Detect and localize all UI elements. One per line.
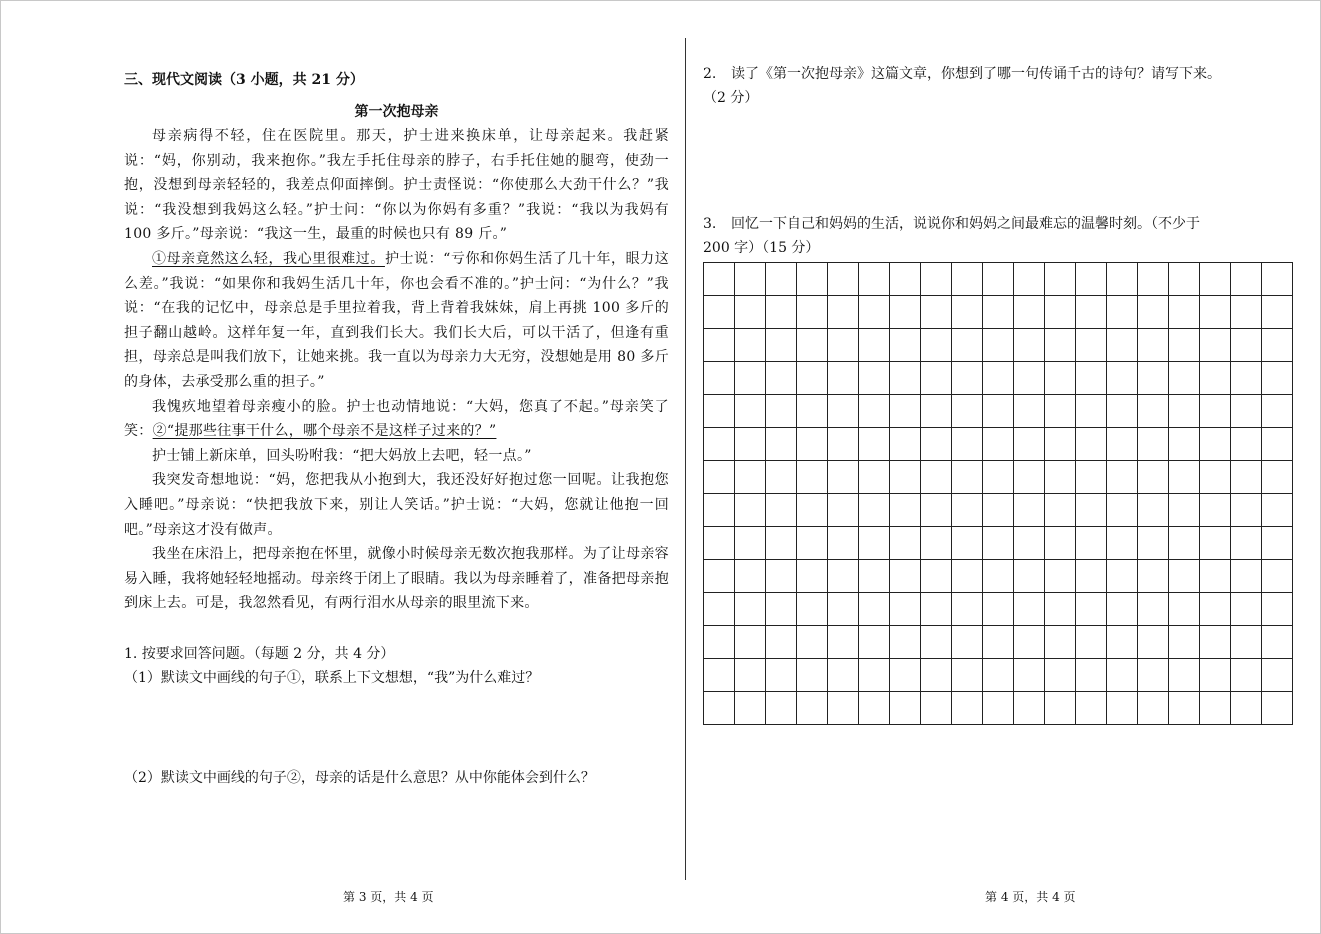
- grid-cell[interactable]: [797, 626, 828, 659]
- grid-cell[interactable]: [1138, 692, 1169, 725]
- grid-cell[interactable]: [1262, 560, 1293, 593]
- grid-cell[interactable]: [1138, 659, 1169, 692]
- grid-cell[interactable]: [766, 362, 797, 395]
- grid-cell[interactable]: [766, 461, 797, 494]
- grid-cell[interactable]: [921, 395, 952, 428]
- grid-cell[interactable]: [766, 527, 797, 560]
- grid-cell[interactable]: [1045, 395, 1076, 428]
- grid-cell[interactable]: [828, 659, 859, 692]
- grid-cell[interactable]: [797, 494, 828, 527]
- grid-cell[interactable]: [797, 263, 828, 296]
- grid-cell[interactable]: [1231, 362, 1262, 395]
- grid-cell[interactable]: [952, 329, 983, 362]
- grid-cell[interactable]: [952, 659, 983, 692]
- grid-cell[interactable]: [921, 461, 952, 494]
- grid-cell[interactable]: [1138, 395, 1169, 428]
- grid-cell[interactable]: [921, 494, 952, 527]
- right-page: [703, 62, 1295, 260]
- grid-cell[interactable]: [1231, 494, 1262, 527]
- grid-cell[interactable]: [921, 296, 952, 329]
- grid-cell[interactable]: [1169, 428, 1200, 461]
- grid-cell[interactable]: [890, 362, 921, 395]
- grid-cell[interactable]: [828, 461, 859, 494]
- grid-cell[interactable]: [797, 527, 828, 560]
- grid-cell[interactable]: [859, 494, 890, 527]
- grid-cell[interactable]: [859, 593, 890, 626]
- grid-cell[interactable]: [1107, 527, 1138, 560]
- grid-cell[interactable]: [828, 560, 859, 593]
- grid-cell[interactable]: [1076, 362, 1107, 395]
- underlined-sentence-1: ①母亲竟然这么轻，我心里很难过。: [152, 250, 385, 267]
- grid-cell[interactable]: [983, 659, 1014, 692]
- grid-cell[interactable]: [828, 362, 859, 395]
- grid-cell[interactable]: [766, 428, 797, 461]
- grid-cell[interactable]: [1231, 461, 1262, 494]
- grid-cell[interactable]: [952, 263, 983, 296]
- grid-cell[interactable]: [1169, 329, 1200, 362]
- grid-cell[interactable]: [890, 428, 921, 461]
- grid-cell[interactable]: [921, 428, 952, 461]
- grid-cell[interactable]: [704, 329, 735, 362]
- grid-cell[interactable]: [1107, 626, 1138, 659]
- question-3: [703, 212, 1295, 236]
- grid-cell[interactable]: [1014, 395, 1045, 428]
- paragraph-3-start: 我愧疚地望着母亲瘦小的脸。护士也动情地说：“大妈，您真了不起。”母亲笑了笑：: [124, 398, 669, 440]
- grid-cell[interactable]: [1169, 560, 1200, 593]
- grid-cell[interactable]: [1107, 560, 1138, 593]
- grid-cell[interactable]: [1014, 692, 1045, 725]
- grid-cell[interactable]: [1076, 428, 1107, 461]
- grid-cell[interactable]: [983, 692, 1014, 725]
- grid-cell[interactable]: [735, 692, 766, 725]
- grid-cell[interactable]: [766, 626, 797, 659]
- grid-cell[interactable]: [1262, 362, 1293, 395]
- grid-cell[interactable]: [1200, 461, 1231, 494]
- grid-cell[interactable]: [1045, 362, 1076, 395]
- grid-cell[interactable]: [704, 428, 735, 461]
- grid-cell[interactable]: [921, 362, 952, 395]
- grid-cell[interactable]: [983, 560, 1014, 593]
- grid-cell[interactable]: [983, 263, 1014, 296]
- grid-cell[interactable]: [1231, 626, 1262, 659]
- grid-cell[interactable]: [1107, 659, 1138, 692]
- grid-cell[interactable]: [1138, 593, 1169, 626]
- grid-cell[interactable]: [1262, 395, 1293, 428]
- grid-cell[interactable]: [1138, 263, 1169, 296]
- grid-cell[interactable]: [1045, 527, 1076, 560]
- grid-cell[interactable]: [1138, 560, 1169, 593]
- grid-cell[interactable]: [1169, 395, 1200, 428]
- grid-cell[interactable]: [921, 329, 952, 362]
- grid-cell[interactable]: [1262, 329, 1293, 362]
- grid-cell[interactable]: [1076, 395, 1107, 428]
- grid-cell[interactable]: [983, 527, 1014, 560]
- paragraph-3: [124, 395, 669, 444]
- grid-cell[interactable]: [1076, 692, 1107, 725]
- grid-cell[interactable]: [1200, 263, 1231, 296]
- grid-cell[interactable]: [828, 593, 859, 626]
- grid-cell[interactable]: [797, 395, 828, 428]
- grid-cell[interactable]: [1138, 428, 1169, 461]
- question-1-heading: 1. 按要求回答问题。（每题 2 分，共 4 分）: [124, 645, 395, 662]
- grid-cell[interactable]: [1076, 296, 1107, 329]
- grid-cell[interactable]: [1262, 527, 1293, 560]
- grid-cell[interactable]: [921, 692, 952, 725]
- grid-cell[interactable]: [1231, 395, 1262, 428]
- grid-cell[interactable]: [704, 692, 735, 725]
- grid-cell[interactable]: [1107, 494, 1138, 527]
- grid-cell[interactable]: [1262, 659, 1293, 692]
- grid-cell[interactable]: [797, 560, 828, 593]
- grid-cell[interactable]: [1262, 296, 1293, 329]
- grid-cell[interactable]: [983, 428, 1014, 461]
- grid-cell[interactable]: [1231, 560, 1262, 593]
- grid-cell[interactable]: [1014, 362, 1045, 395]
- grid-cell[interactable]: [704, 395, 735, 428]
- grid-cell[interactable]: [1107, 296, 1138, 329]
- grid-cell[interactable]: [1200, 593, 1231, 626]
- grid-cell[interactable]: [952, 362, 983, 395]
- grid-cell[interactable]: [859, 428, 890, 461]
- grid-cell[interactable]: [1231, 263, 1262, 296]
- grid-cell[interactable]: [1045, 494, 1076, 527]
- grid-cell[interactable]: [1231, 296, 1262, 329]
- grid-cell[interactable]: [797, 461, 828, 494]
- grid-cell[interactable]: [1231, 692, 1262, 725]
- grid-cell[interactable]: [921, 560, 952, 593]
- grid-cell[interactable]: [1138, 527, 1169, 560]
- question-2: [703, 62, 1295, 86]
- grid-cell[interactable]: [1200, 296, 1231, 329]
- grid-cell[interactable]: [1200, 428, 1231, 461]
- grid-cell[interactable]: [952, 527, 983, 560]
- grid-cell[interactable]: [859, 626, 890, 659]
- grid-cell[interactable]: [1231, 428, 1262, 461]
- grid-cell[interactable]: [1169, 626, 1200, 659]
- grid-cell[interactable]: [1200, 362, 1231, 395]
- grid-cell[interactable]: [1169, 461, 1200, 494]
- grid-cell[interactable]: [828, 263, 859, 296]
- grid-cell[interactable]: [704, 560, 735, 593]
- grid-cell[interactable]: [952, 593, 983, 626]
- grid-cell[interactable]: [983, 362, 1014, 395]
- grid-cell[interactable]: [1045, 692, 1076, 725]
- grid-cell[interactable]: [797, 593, 828, 626]
- footer-page-3: 第 3 页，共 4 页: [343, 890, 434, 904]
- grid-cell[interactable]: [735, 329, 766, 362]
- grid-cell[interactable]: [1045, 626, 1076, 659]
- grid-cell[interactable]: [1169, 263, 1200, 296]
- grid-cell[interactable]: [859, 461, 890, 494]
- grid-cell[interactable]: [828, 395, 859, 428]
- writing-grid[interactable]: [703, 262, 1293, 725]
- grid-cell[interactable]: [1262, 494, 1293, 527]
- page-divider: [685, 38, 686, 880]
- grid-cell[interactable]: [828, 626, 859, 659]
- grid-cell[interactable]: [797, 659, 828, 692]
- underlined-sentence-2: ②“提那些往事干什么，哪个母亲不是这样子过来的？”: [152, 423, 497, 440]
- grid-cell[interactable]: [1076, 494, 1107, 527]
- grid-cell[interactable]: [797, 692, 828, 725]
- question-1: [124, 642, 669, 790]
- grid-cell[interactable]: [1138, 362, 1169, 395]
- grid-cell[interactable]: [983, 461, 1014, 494]
- grid-cell[interactable]: [704, 461, 735, 494]
- grid-cell[interactable]: [1045, 659, 1076, 692]
- grid-cell[interactable]: [1138, 626, 1169, 659]
- grid-cell[interactable]: [890, 263, 921, 296]
- grid-cell[interactable]: [735, 527, 766, 560]
- grid-cell[interactable]: [766, 494, 797, 527]
- grid-cell[interactable]: [1200, 560, 1231, 593]
- grid-cell[interactable]: [921, 527, 952, 560]
- grid-cell[interactable]: [890, 395, 921, 428]
- grid-cell[interactable]: [797, 329, 828, 362]
- grid-cell[interactable]: [1169, 362, 1200, 395]
- grid-cell[interactable]: [828, 296, 859, 329]
- grid-cell[interactable]: [859, 395, 890, 428]
- grid-cell[interactable]: [1076, 659, 1107, 692]
- grid-cell[interactable]: [1200, 329, 1231, 362]
- grid-cell[interactable]: [1045, 428, 1076, 461]
- grid-cell[interactable]: [1076, 560, 1107, 593]
- grid-cell[interactable]: [1045, 329, 1076, 362]
- grid-cell[interactable]: [735, 560, 766, 593]
- grid-cell[interactable]: [1231, 659, 1262, 692]
- grid-cell[interactable]: [704, 626, 735, 659]
- grid-cell[interactable]: [797, 362, 828, 395]
- grid-cell[interactable]: [766, 560, 797, 593]
- grid-cell[interactable]: [1014, 296, 1045, 329]
- grid-cell[interactable]: [1138, 329, 1169, 362]
- grid-cell[interactable]: [983, 494, 1014, 527]
- grid-cell[interactable]: [1014, 329, 1045, 362]
- grid-cell[interactable]: [1169, 593, 1200, 626]
- grid-cell[interactable]: [983, 296, 1014, 329]
- grid-cell[interactable]: [890, 329, 921, 362]
- footer-page-4: 第 4 页，共 4 页: [985, 890, 1076, 904]
- grid-cell[interactable]: [890, 692, 921, 725]
- grid-cell[interactable]: [1200, 626, 1231, 659]
- grid-cell[interactable]: [859, 659, 890, 692]
- grid-cell[interactable]: [859, 527, 890, 560]
- grid-cell[interactable]: [1169, 527, 1200, 560]
- grid-cell[interactable]: [921, 263, 952, 296]
- question-1-part-2: （2）默读文中画线的句子②，母亲的话是什么意思？从中你能体会到什么？: [124, 769, 595, 786]
- grid-cell[interactable]: [1107, 395, 1138, 428]
- grid-cell[interactable]: [952, 395, 983, 428]
- grid-cell[interactable]: [1200, 527, 1231, 560]
- essay-title: 第一次抱母亲: [354, 104, 439, 120]
- grid-cell[interactable]: [1045, 296, 1076, 329]
- grid-cell[interactable]: [1014, 428, 1045, 461]
- grid-cell[interactable]: [735, 593, 766, 626]
- grid-cell[interactable]: [952, 296, 983, 329]
- grid-cell[interactable]: [1076, 527, 1107, 560]
- grid-cell[interactable]: [1231, 593, 1262, 626]
- grid-cell[interactable]: [1138, 296, 1169, 329]
- grid-cell[interactable]: [859, 296, 890, 329]
- grid-cell[interactable]: [890, 659, 921, 692]
- grid-cell[interactable]: [1014, 560, 1045, 593]
- grid-cell[interactable]: [1200, 395, 1231, 428]
- grid-cell[interactable]: [1107, 329, 1138, 362]
- question-2-number: 2.: [703, 66, 717, 82]
- grid-cell[interactable]: [766, 329, 797, 362]
- grid-cell[interactable]: [1014, 659, 1045, 692]
- grid-cell[interactable]: [1169, 659, 1200, 692]
- grid-cell[interactable]: [890, 626, 921, 659]
- grid-cell[interactable]: [1014, 626, 1045, 659]
- grid-cell[interactable]: [890, 296, 921, 329]
- grid-cell[interactable]: [859, 329, 890, 362]
- grid-cell[interactable]: [859, 362, 890, 395]
- grid-cell[interactable]: [859, 263, 890, 296]
- question-2-score: （2 分）: [703, 90, 759, 106]
- grid-cell[interactable]: [766, 692, 797, 725]
- grid-cell[interactable]: [828, 527, 859, 560]
- grid-cell[interactable]: [1200, 494, 1231, 527]
- grid-cell[interactable]: [1107, 362, 1138, 395]
- paragraph-5: 我突发奇想地说：“妈，您把我从小抱到大，我还没好好抱过您一回呢。让我抱您入睡吧。”母亲说：“快把我放下来，别让人笑话。”护士说：“大妈，您就让他抱一回吧。”母亲这才没有做声。: [124, 472, 669, 538]
- grid-cell[interactable]: [766, 395, 797, 428]
- grid-cell[interactable]: [859, 692, 890, 725]
- grid-cell[interactable]: [735, 428, 766, 461]
- grid-cell[interactable]: [704, 296, 735, 329]
- grid-cell[interactable]: [1262, 626, 1293, 659]
- grid-cell[interactable]: [704, 494, 735, 527]
- grid-cell[interactable]: [828, 692, 859, 725]
- grid-cell[interactable]: [983, 593, 1014, 626]
- grid-cell[interactable]: [983, 395, 1014, 428]
- grid-cell[interactable]: [1076, 263, 1107, 296]
- left-page: [124, 70, 669, 790]
- grid-cell[interactable]: [890, 461, 921, 494]
- grid-cell[interactable]: [1076, 626, 1107, 659]
- paragraph-2-rest: 护士说：“亏你和你妈生活了几十年，眼力这么差。”我说：“如果你和我妈生活几十年，你也会看不准的。”护士问：“为什么？”我说：“在我的记忆中，母亲总是手里拉着我，背上背着我妹妹，肩上再挑 100 多斤的担子翻山越岭。这样年复一年，直到我们长大。我们长大后，可以干活了，但逢有重担，母亲总是叫我们放下，让她来挑。我一直以为母亲力大无穷，没想她是用 80 多斤的身体，去承受那么重的担子。”: [124, 250, 669, 390]
- grid-cell[interactable]: [766, 593, 797, 626]
- grid-cell[interactable]: [1262, 428, 1293, 461]
- grid-cell[interactable]: [1169, 692, 1200, 725]
- grid-cell[interactable]: [1014, 263, 1045, 296]
- grid-cell[interactable]: [1107, 461, 1138, 494]
- grid-cell[interactable]: [983, 329, 1014, 362]
- grid-cell[interactable]: [1076, 593, 1107, 626]
- answer-space-1[interactable]: [124, 690, 669, 766]
- grid-cell[interactable]: [828, 329, 859, 362]
- paragraph-6: 我坐在床沿上，把母亲抱在怀里，就像小时候母亲无数次抱我那样。为了让母亲容易入睡，我将她轻轻地摇动。母亲终于闭上了眼睛。我以为母亲睡着了，准备把母亲抱到床上去。可是，我忽然看见，有两行泪水从母亲的眼里流下来。: [124, 546, 669, 612]
- grid-cell[interactable]: [1014, 527, 1045, 560]
- grid-cell[interactable]: [1045, 593, 1076, 626]
- paragraph-4: 护士铺上新床单，回头吩咐我：“把大妈放上去吧，轻一点。”: [152, 447, 532, 464]
- grid-cell[interactable]: [952, 494, 983, 527]
- grid-cell[interactable]: [766, 659, 797, 692]
- question-3-text: 回忆一下自己和妈妈的生活，说说你和妈妈之间最难忘的温馨时刻。（不少于: [731, 216, 1200, 232]
- grid-cell[interactable]: [1138, 461, 1169, 494]
- grid-cell[interactable]: [1262, 263, 1293, 296]
- grid-cell[interactable]: [828, 428, 859, 461]
- answer-space-2[interactable]: [703, 110, 1295, 212]
- grid-cell[interactable]: [1107, 428, 1138, 461]
- grid-cell[interactable]: [952, 692, 983, 725]
- grid-cell[interactable]: [704, 593, 735, 626]
- question-3-continued: 200 字）（15 分）: [703, 240, 820, 256]
- grid-cell[interactable]: [1014, 593, 1045, 626]
- grid-cell[interactable]: [890, 527, 921, 560]
- grid-cell[interactable]: [735, 494, 766, 527]
- grid-cell[interactable]: [735, 659, 766, 692]
- grid-cell[interactable]: [1014, 461, 1045, 494]
- grid-cell[interactable]: [735, 395, 766, 428]
- grid-cell[interactable]: [890, 494, 921, 527]
- grid-cell[interactable]: [1107, 692, 1138, 725]
- grid-cell[interactable]: [735, 263, 766, 296]
- grid-cell[interactable]: [766, 263, 797, 296]
- grid-cell[interactable]: [952, 461, 983, 494]
- grid-cell[interactable]: [1200, 692, 1231, 725]
- grid-cell[interactable]: [983, 626, 1014, 659]
- grid-cell[interactable]: [1262, 461, 1293, 494]
- grid-cell[interactable]: [704, 362, 735, 395]
- grid-cell[interactable]: [859, 560, 890, 593]
- question-2-text: 读了《第一次抱母亲》这篇文章，你想到了哪一句传诵千古的诗句？请写下来。: [731, 66, 1221, 82]
- grid-cell[interactable]: [1169, 296, 1200, 329]
- grid-cell[interactable]: [704, 263, 735, 296]
- grid-cell[interactable]: [1045, 263, 1076, 296]
- grid-cell[interactable]: [735, 296, 766, 329]
- grid-cell[interactable]: [1138, 494, 1169, 527]
- grid-cell[interactable]: [797, 428, 828, 461]
- grid-cell[interactable]: [704, 527, 735, 560]
- grid-cell[interactable]: [1231, 527, 1262, 560]
- grid-cell[interactable]: [1169, 494, 1200, 527]
- grid-cell[interactable]: [1076, 461, 1107, 494]
- grid-cell[interactable]: [890, 593, 921, 626]
- grid-cell[interactable]: [828, 494, 859, 527]
- grid-cell[interactable]: [952, 428, 983, 461]
- grid-cell[interactable]: [952, 560, 983, 593]
- grid-cell[interactable]: [1107, 593, 1138, 626]
- grid-cell[interactable]: [704, 659, 735, 692]
- grid-cell[interactable]: [1014, 494, 1045, 527]
- grid-cell[interactable]: [735, 362, 766, 395]
- grid-cell[interactable]: [952, 626, 983, 659]
- grid-cell[interactable]: [890, 560, 921, 593]
- grid-cell[interactable]: [1200, 659, 1231, 692]
- grid-cell[interactable]: [1045, 560, 1076, 593]
- paragraph-2: [124, 247, 669, 395]
- grid-cell[interactable]: [1076, 329, 1107, 362]
- grid-cell[interactable]: [1262, 692, 1293, 725]
- section-heading: 三、现代文阅读（3 小题，共 21 分）: [124, 72, 364, 88]
- grid-cell[interactable]: [921, 626, 952, 659]
- grid-cell[interactable]: [1107, 263, 1138, 296]
- question-1-part-1: （1）默读文中画线的句子①，联系上下文想想，“我”为什么难过？: [124, 669, 540, 686]
- grid-cell[interactable]: [921, 659, 952, 692]
- grid-cell[interactable]: [1231, 329, 1262, 362]
- grid-cell[interactable]: [797, 296, 828, 329]
- grid-cell[interactable]: [921, 593, 952, 626]
- grid-cell[interactable]: [735, 461, 766, 494]
- grid-cell[interactable]: [766, 296, 797, 329]
- question-3-number: 3.: [703, 216, 717, 232]
- grid-cell[interactable]: [1262, 593, 1293, 626]
- grid-cell[interactable]: [735, 626, 766, 659]
- grid-cell[interactable]: [1045, 461, 1076, 494]
- paragraph-1: 母亲病得不轻，住在医院里。那天，护士进来换床单，让母亲起来。我赶紧说：“妈，你别动，我来抱你。”我左手托住母亲的脖子，右手托住她的腿弯，使劲一抱，没想到母亲轻轻的，我差点仰面摔倒。护士责怪说：“你使那么大劲干什么？”我说：“我没想到我妈这么轻。”护士问：“你以为你妈有多重？”我说：“我以为我妈有 100 多斤。”母亲说：“我这一生，最重的时候也只有 89 斤。”: [124, 128, 669, 243]
